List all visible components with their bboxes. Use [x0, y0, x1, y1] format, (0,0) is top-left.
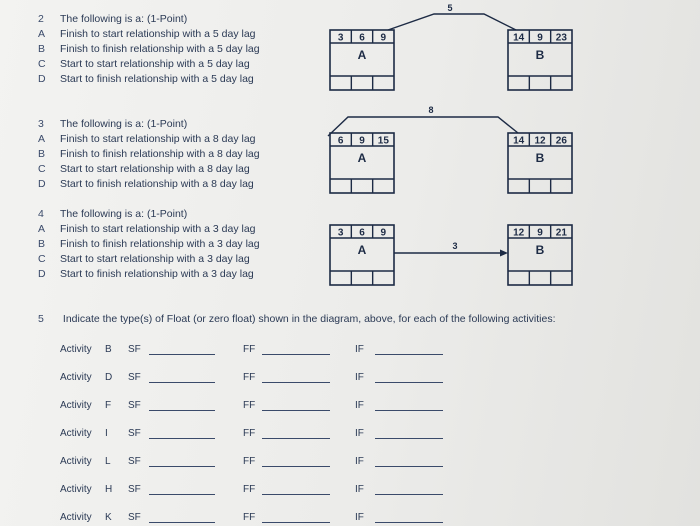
activity-label: Activity [60, 428, 92, 439]
option-letter: A [38, 28, 46, 40]
ff-answer-blank[interactable] [262, 494, 330, 495]
diagram4-node-left-duration: 6 [359, 227, 365, 239]
diagram2-node-right-early-start: 14 [513, 32, 525, 44]
sf-label: SF [128, 512, 141, 523]
option-letter: D [38, 268, 46, 280]
if-label: IF [355, 484, 364, 495]
ff-label: FF [243, 484, 256, 495]
ff-label: FF [243, 456, 256, 467]
question-number: 5 [38, 313, 44, 325]
option-letter: A [38, 223, 46, 235]
question-5 [38, 313, 556, 325]
diagram3-node-left-early-finish: 15 [377, 135, 389, 147]
ff-label: FF [243, 400, 256, 411]
diagram2-node-left-activity-name: A [357, 48, 367, 62]
question-number: 2 [38, 13, 44, 25]
activity-letter: B [105, 344, 112, 355]
activity-label: Activity [60, 484, 92, 495]
diagram4-node-right-duration: 9 [537, 227, 543, 239]
ff-answer-blank[interactable] [262, 410, 330, 411]
diagram4-node-right-early-start: 12 [513, 227, 525, 239]
ff-answer-blank[interactable] [262, 522, 330, 523]
option-text: Start to start relationship with a 5 day lag [60, 58, 250, 70]
sf-label: SF [128, 372, 141, 383]
option-text: Start to finish relationship with a 3 day lag [60, 268, 254, 280]
if-answer-blank[interactable] [375, 382, 443, 383]
diagram2-lag-label: 5 [447, 3, 453, 13]
sf-label: SF [128, 400, 141, 411]
if-answer-blank[interactable] [375, 494, 443, 495]
option-text: Start to start relationship with a 3 day lag [60, 253, 250, 265]
if-label: IF [355, 512, 364, 523]
activity-letter: D [105, 372, 113, 383]
sf-answer-blank[interactable] [149, 410, 215, 411]
ff-label: FF [243, 512, 256, 523]
ff-answer-blank[interactable] [262, 466, 330, 467]
sf-answer-blank[interactable] [149, 466, 215, 467]
question-text: Indicate the type(s) of Float (or zero float) shown in the diagram, above, for each of the following activities: [62, 313, 556, 325]
diagram2-node-right-activity-name: B [535, 48, 545, 62]
activity-label: Activity [60, 456, 92, 467]
if-answer-blank[interactable] [375, 354, 443, 355]
diagram4-node-right-activity-name: B [535, 243, 545, 257]
diagram4-node-left-activity-name: A [357, 243, 367, 257]
diagram3-lag-label: 8 [428, 105, 434, 115]
option-letter: C [38, 253, 46, 265]
sf-label: SF [128, 456, 141, 467]
if-answer-blank[interactable] [375, 466, 443, 467]
diagram3-node-right-duration: 12 [534, 135, 546, 147]
option-text: Finish to start relationship with a 8 day lag [60, 133, 256, 145]
if-label: IF [355, 400, 364, 411]
ff-label: FF [243, 428, 256, 439]
diagram2-node-right-early-finish: 23 [555, 32, 567, 44]
option-letter: C [38, 58, 46, 70]
option-text: Finish to finish relationship with a 5 day lag [60, 43, 260, 55]
question-stem-text: The following is a: (1-Point) [60, 13, 188, 25]
ff-answer-blank[interactable] [262, 354, 330, 355]
diagram3-node-left-activity-name: A [357, 151, 367, 165]
option-text: Finish to start relationship with a 3 day lag [60, 223, 256, 235]
sf-label: SF [128, 428, 141, 439]
activity-letter: H [105, 484, 113, 495]
option-text: Finish to start relationship with a 5 day lag [60, 28, 256, 40]
option-letter: B [38, 43, 46, 55]
diagram4-lag-label: 3 [452, 241, 458, 251]
diagram2-link-line [388, 14, 516, 30]
activity-letter: L [105, 456, 111, 467]
diagram4-node-left-early-start: 3 [337, 227, 344, 239]
ff-label: FF [243, 344, 256, 355]
option-text: Finish to finish relationship with a 8 day lag [60, 148, 260, 160]
option-letter: C [38, 163, 46, 175]
if-label: IF [355, 344, 364, 355]
diagram3-node-right-early-start: 14 [513, 135, 525, 147]
ff-answer-blank[interactable] [262, 382, 330, 383]
sf-label: SF [128, 484, 141, 495]
activity-letter: I [105, 428, 108, 439]
diagram4-node-right-early-finish: 21 [555, 227, 567, 239]
sf-answer-blank[interactable] [149, 438, 215, 439]
option-text: Start to finish relationship with a 8 day lag [60, 178, 254, 190]
option-letter: B [38, 238, 46, 250]
option-letter: D [38, 178, 46, 190]
sf-answer-blank[interactable] [149, 354, 215, 355]
if-label: IF [355, 372, 364, 383]
ff-answer-blank[interactable] [262, 438, 330, 439]
sf-answer-blank[interactable] [149, 522, 215, 523]
diagram4-node-left-early-finish: 9 [380, 227, 387, 239]
diagram2-node-left-early-start: 3 [337, 32, 344, 44]
option-letter: D [38, 73, 46, 85]
ff-label: FF [243, 372, 256, 383]
sf-answer-blank[interactable] [149, 494, 215, 495]
diagram2-node-left-duration: 6 [359, 32, 365, 44]
activity-label: Activity [60, 400, 92, 411]
question-stem-text: The following is a: (1-Point) [60, 208, 188, 220]
question-number: 4 [38, 208, 44, 220]
diagram3-node-left-early-start: 6 [337, 135, 344, 147]
activity-label: Activity [60, 372, 92, 383]
question-number: 3 [38, 118, 44, 130]
diagram3-node-right-early-finish: 26 [555, 135, 567, 147]
activity-label: Activity [60, 512, 92, 523]
option-letter: B [38, 148, 46, 160]
activity-letter: F [105, 400, 112, 411]
diagram2-node-right-duration: 9 [537, 32, 543, 44]
diagram3-node-left-duration: 9 [359, 135, 365, 147]
option-text: Start to start relationship with a 8 day lag [60, 163, 250, 175]
diagram4-arrowhead [500, 250, 508, 257]
sf-label: SF [128, 344, 141, 355]
if-label: IF [355, 428, 364, 439]
activity-label: Activity [60, 344, 92, 355]
if-answer-blank[interactable] [375, 522, 443, 523]
diagram2-node-left-early-finish: 9 [380, 32, 387, 44]
activity-letter: K [105, 512, 112, 523]
if-answer-blank[interactable] [375, 438, 443, 439]
if-answer-blank[interactable] [375, 410, 443, 411]
sf-answer-blank[interactable] [149, 382, 215, 383]
option-letter: A [38, 133, 46, 145]
option-text: Finish to finish relationship with a 3 day lag [60, 238, 260, 250]
question-stem-text: The following is a: (1-Point) [60, 118, 188, 130]
option-text: Start to finish relationship with a 5 day lag [60, 73, 254, 85]
diagram3-node-right-activity-name: B [535, 151, 545, 165]
if-label: IF [355, 456, 364, 467]
